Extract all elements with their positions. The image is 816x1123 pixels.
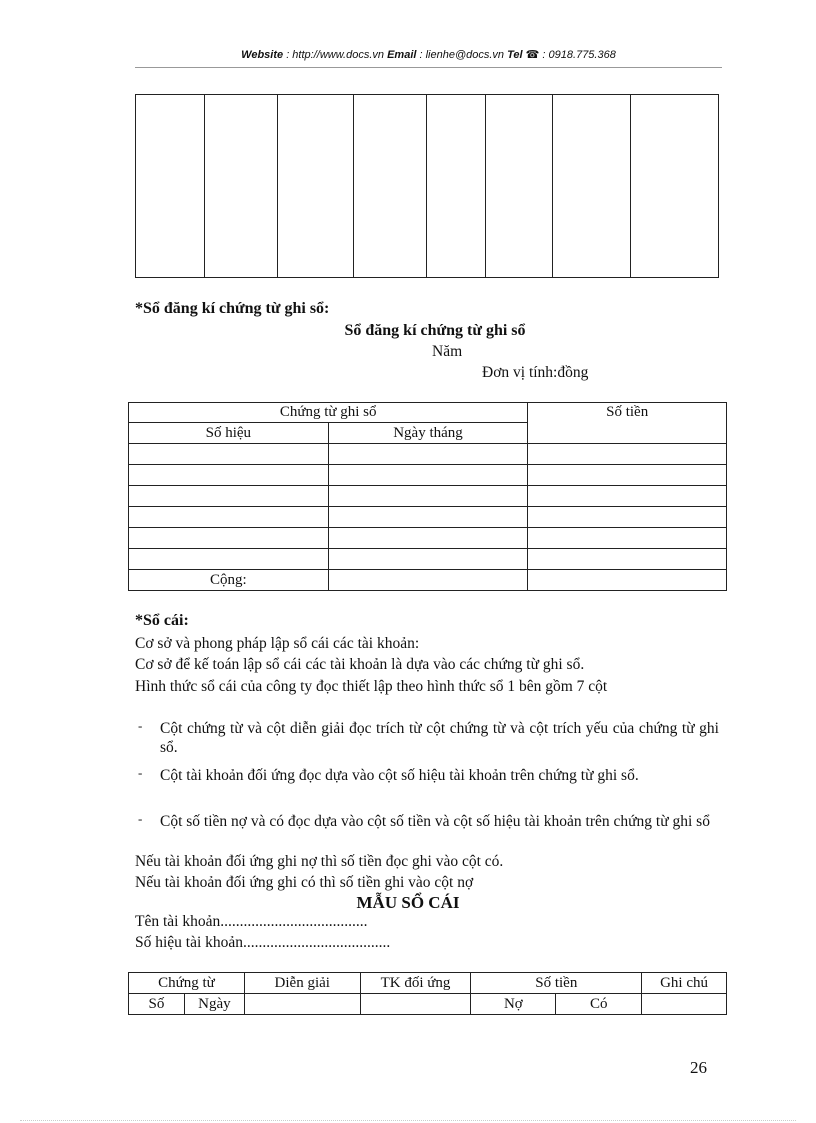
description-header: Diễn giải: [244, 973, 360, 994]
voucher-group-header: Chứng từ ghi sổ: [129, 403, 528, 423]
ledger-bullet-2: - Cột tài khoản đối ứng đọc dựa vào cột số hiệu tài khoản trên chứng từ ghi sổ.: [138, 765, 639, 784]
amount-header: Số tiền: [471, 973, 642, 994]
table-row: [129, 403, 727, 423]
account-number-line: Số hiệu tài khoản......................................: [135, 934, 391, 951]
register-heading: *Sổ đăng kí chứng từ ghi sổ:: [135, 300, 330, 317]
table-row: [129, 486, 727, 507]
ledger-bullet-1: - Cột chứng từ và cột diễn giải đọc trích từ cột chứng từ và cột trích yếu của chứng từ ghi sổ.: [138, 718, 719, 756]
phone-icon: ☎: [525, 49, 540, 61]
bullet-dash: -: [138, 718, 143, 733]
tel-value: : 0918.775.368: [539, 49, 616, 61]
register-table: [128, 402, 727, 591]
website-label: Website: [241, 49, 284, 61]
amount-header: Số tiền: [528, 403, 727, 444]
ledger-note-2: Nếu tài khoản đối ứng ghi có thì số tiền ghi vào cột nợ: [135, 874, 474, 891]
ledger-heading: *Sổ cái:: [135, 612, 189, 629]
date-header: Ngày tháng: [328, 423, 528, 444]
note-header: Ghi chú: [642, 973, 727, 994]
form-title: MẪU SỔ CÁI: [356, 893, 460, 912]
tel-label: Tel: [507, 49, 523, 61]
register-unit: Đơn vị tính:đồng: [482, 364, 589, 381]
table-row: [129, 528, 727, 549]
table-row: [136, 95, 719, 278]
date-subheader: Ngày: [184, 994, 244, 1015]
table-row: [129, 973, 727, 994]
credit-subheader: Có: [556, 994, 642, 1015]
table-row: [129, 465, 727, 486]
voucher-header: Chứng từ: [129, 973, 245, 994]
table-row: [129, 994, 727, 1015]
header-divider: [135, 67, 722, 68]
number-header: Số hiệu: [129, 423, 329, 444]
email-label: Email: [387, 49, 417, 61]
continued-table: [135, 94, 719, 278]
ledger-note-1: Nếu tài khoản đối ứng ghi nợ thì số tiền đọc ghi vào cột có.: [135, 853, 504, 870]
debit-subheader: Nợ: [471, 994, 556, 1015]
register-title: Sổ đăng kí chứng từ ghi sổ: [344, 322, 526, 339]
footer-divider: [20, 1120, 796, 1121]
table-row: [129, 507, 727, 528]
email-value: : lienhe@docs.vn: [416, 49, 508, 61]
ledger-line-2: Cơ sở để kế toán lập sổ cái các tài khoản là dựa vào các chứng từ ghi sổ.: [135, 656, 585, 673]
ledger-line-1: Cơ sở và phong pháp lập sổ cái các tài khoản:: [135, 635, 420, 652]
table-row: [129, 444, 727, 465]
website-value: : http://www.docs.vn: [283, 49, 388, 61]
number-subheader: Số: [129, 994, 185, 1015]
page-number: 26: [690, 1058, 707, 1077]
table-row: [129, 570, 727, 591]
total-label: Cộng:: [129, 570, 329, 591]
ledger-line-3: Hình thức sổ cái của công ty đọc thiết lập theo hình thức sổ 1 bên gồm 7 cột: [135, 678, 608, 695]
ledger-bullet-3: - Cột số tiền nợ và có đọc dựa vào cột số tiền và cột số hiệu tài khoản trên chứng từ ghi sổ: [138, 811, 710, 830]
page-header: [135, 48, 722, 66]
counter-account-header: TK đối ứng: [360, 973, 471, 994]
bullet-dash: -: [138, 811, 143, 826]
register-year: Năm: [432, 343, 463, 360]
ledger-table: [128, 972, 727, 1015]
bullet-dash: -: [138, 765, 143, 780]
table-row: [129, 549, 727, 570]
account-name-line: Tên tài khoản......................................: [135, 913, 368, 930]
